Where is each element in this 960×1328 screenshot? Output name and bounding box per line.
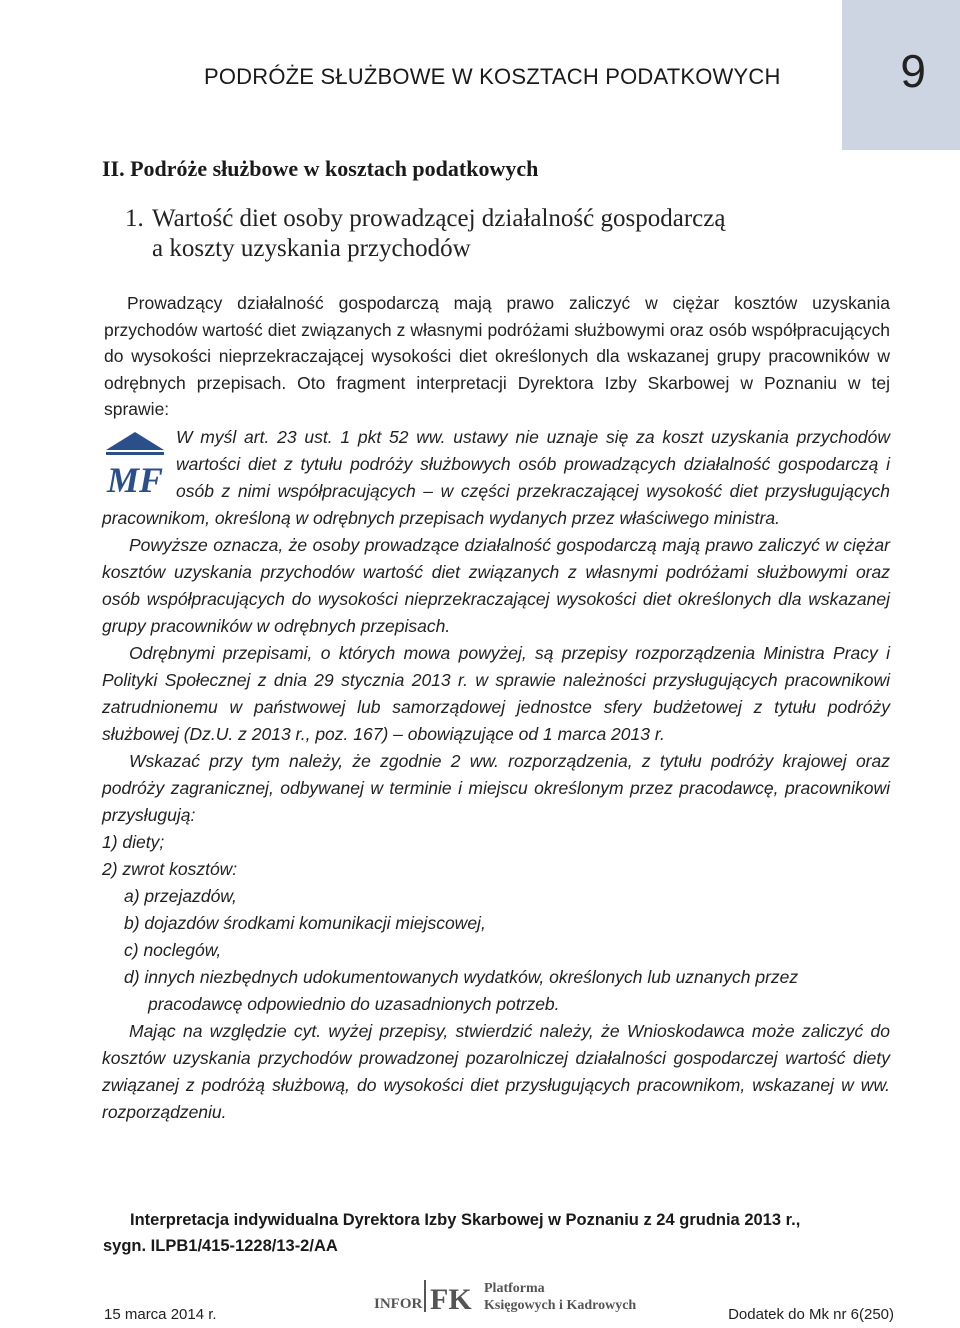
quote-paragraph-1: W myśl art. 23 ust. 1 pkt 52 ww. ustawy nie uznaje się za koszt uzyskania przychodów wartości diet z tytułu podróży służbowych osób prowadzących działalność gospodarczą i osób z nimi współpracujących – w części przekraczającej wysokość diet przysługujących pracownikom, określoną w odrębnych przepisach wydanych przez właściwego ministra. [102, 427, 890, 528]
list-subitem-c: c) noclegów, [124, 940, 222, 960]
footer-issue: Dodatek do Mk nr 6(250) [728, 1306, 894, 1323]
quote-paragraph-3: Odrębnymi przepisami, o których mowa powyżej, są przepisy rozporządzenia Ministra Pracy i Polityki Społecznej z dnia 29 stycznia 2013 r. w sprawie należności przysługujących pracownikowi zatrudnionemu w państwowej lub samorządowej jednostce sfery budżetowej z tytułu podróży służbowej (Dz.U. z 2013 r., poz. 167) – obowiązujące od 1 marca 2013 r. [102, 643, 890, 744]
quote-paragraph-5: Mając na względzie cyt. wyżej przepisy, stwierdzić należy, że Wnioskodawca może zaliczyć do kosztów uzyskania przychodów prowadzonej pozarolniczej działalności gospodarczej wartość diety związanej z podróżą służbową, do wysokości diet przysługujących pracownikom, wskazanej w ww. rozporządzeniu. [102, 1021, 890, 1122]
running-header: PODRÓŻE SŁUŻBOWE W KOSZTACH PODATKOWYCH [204, 64, 781, 89]
quote-paragraph-4: Wskazać przy tym należy, że zgodnie 2 ww. rozporządzenia, z tytułu podróży krajowej oraz podróży zagranicznej, odbywanej w terminie i miejscu określonym przez pracodawcę, pracownikowi przysługują: [102, 751, 890, 825]
footer-date: 15 marca 2014 r. [104, 1306, 217, 1323]
intro-paragraph: Prowadzący działalność gospodarczą mają prawo zaliczyć w ciężar kosztów uzyskania przychodów wartość diet związanych z własnymi podróżami służbowymi oraz osób współpracujących do wysokości nieprzekraczającej wysokości diet określonych dla wskazanej grupy pracowników w odrębnych przepisach. Oto fragment interpretacji Dyrektora Izby Skarbowej w Poznaniu w tej sprawie: [104, 293, 890, 419]
mf-logo [102, 428, 168, 500]
logo-infor-text: INFOR [374, 1296, 423, 1312]
infor-fk-logo [374, 1278, 644, 1314]
chapter-title-line1: Wartość diet osoby prowadzącej działalność gospodarczą [152, 205, 726, 232]
interpretation-line1: Interpretacja indywidualna Dyrektora Izby Skarbowej w Poznaniu z 24 grudnia 2013 r., [130, 1211, 801, 1229]
mf-logo-text: MF [106, 460, 164, 500]
list-item-1: 1) diety; [102, 832, 165, 852]
list-subitem-d-continued: pracodawcę odpowiednio do uzasadnionych potrzeb. [148, 994, 560, 1014]
list-item-2: 2) zwrot kosztów: [102, 859, 238, 879]
chapter-number: 1. [125, 205, 144, 232]
logo-fk-text: FK [430, 1283, 472, 1314]
list-subitem-d: d) innych niezbędnych udokumentowanych wydatków, określonych lub uznanych przez [124, 967, 799, 987]
section-title: II. Podróże służbowe w kosztach podatkowych [102, 156, 539, 181]
quote-paragraph-2: Powyższe oznacza, że osoby prowadzące działalność gospodarczą mają prawo zaliczyć w ciężar kosztów uzyskania przychodów wartość diet związanych z własnymi podróżami służbowymi oraz osób współpracujących do wysokości nieprzekraczającej wysokości diet określonych dla wskazanej grupy pracowników w odrębnych przepisach. [102, 535, 890, 636]
interpretation-reference [103, 1207, 890, 1259]
list-subitem-b: b) dojazdów środkami komunikacji miejscowej, [124, 913, 486, 933]
interpretation-quote [102, 424, 890, 1126]
list-subitem-a: a) przejazdów, [124, 886, 237, 906]
page-number-tab [842, 0, 960, 150]
interpretation-signature: sygn. ILPB1/415-1228/13-2/AA [103, 1237, 338, 1255]
page-number: 9 [900, 45, 926, 97]
logo-line1: Platforma [484, 1281, 545, 1296]
chapter-title-line2: a koszty uzyskania przychodów [152, 235, 471, 262]
logo-line2: Księgowych i Kadrowych [484, 1298, 637, 1313]
chapter-heading [125, 204, 725, 264]
